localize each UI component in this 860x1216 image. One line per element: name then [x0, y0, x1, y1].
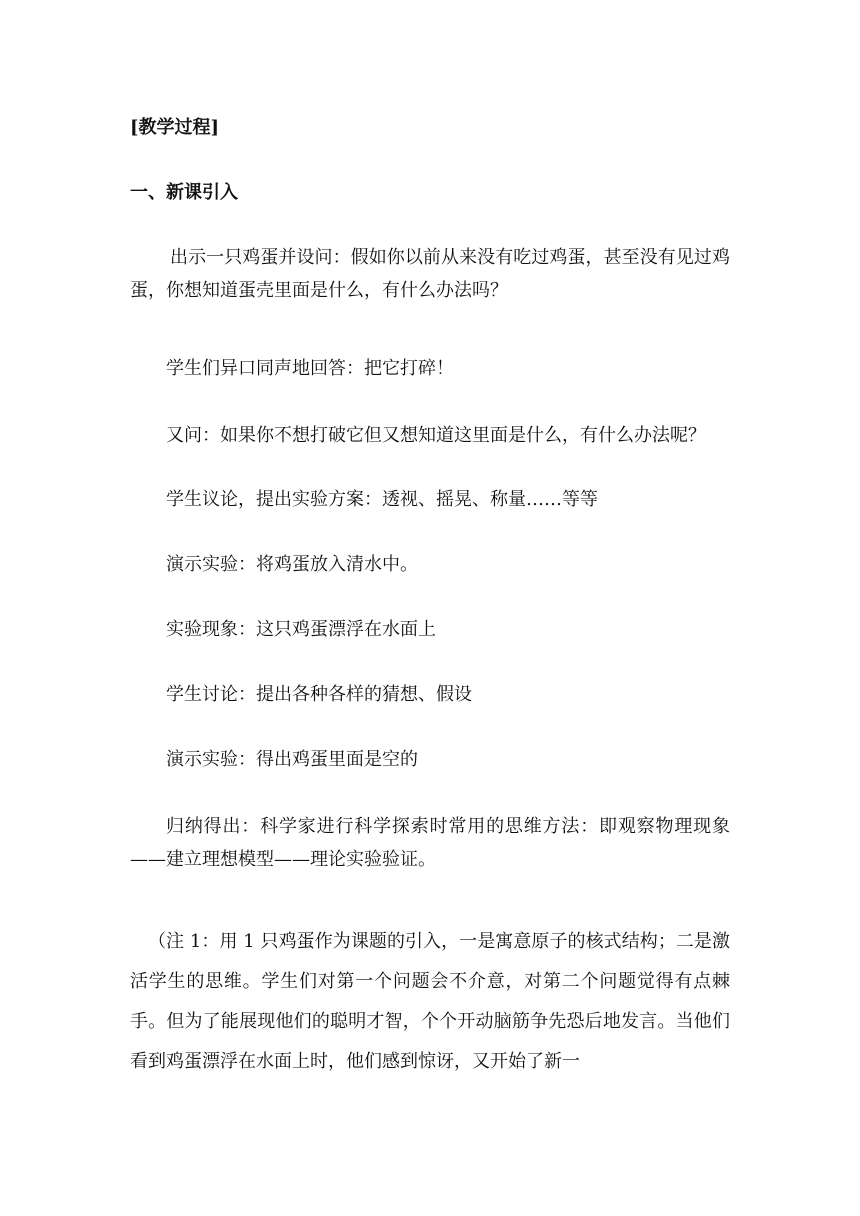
paragraph: 又问：如果你不想打破它但又想知道这里面是什么，有什么办法呢？ — [166, 425, 706, 446]
note-paragraph: （注 1：用 1 只鸡蛋作为课题的引入，一是寓意原子的核式结构；二是激活学生的思维。学生们对第一个问题会不介意，对第二个问题觉得有点棘手。但为了能展现他们的聪明才智，个个开动脑筋争先恐后地发言。当他们看到鸡蛋漂浮在水面上时，他们感到惊讶，又开始了新一 — [130, 931, 730, 1072]
paragraph: 实验现象：这只鸡蛋漂浮在水面上 — [166, 619, 436, 640]
paragraph: 归纳得出：科学家进行科学探索时常用的思维方法：即观察物理现象——建立理想模型——理论实验验证。 — [130, 816, 730, 870]
paragraph: 出示一只鸡蛋并设问：假如你以前从来没有吃过鸡蛋，甚至没有见过鸡蛋，你想知道蛋壳里面是什么，有什么办法吗？ — [130, 247, 730, 301]
paragraph: 学生议论，提出实验方案：透视、摇晃、称量……等等 — [166, 489, 598, 510]
section-title: [教学过程] — [130, 117, 220, 138]
heading-new-lesson-intro: 一、新课引入 — [130, 182, 238, 203]
paragraph: 演示实验：将鸡蛋放入清水中。 — [166, 554, 418, 575]
paragraph: 学生讨论：提出各种各样的猜想、假设 — [166, 684, 472, 705]
paragraph: 演示实验：得出鸡蛋里面是空的 — [166, 749, 418, 770]
paragraph: 学生们异口同声地回答：把它打碎！ — [166, 358, 454, 379]
